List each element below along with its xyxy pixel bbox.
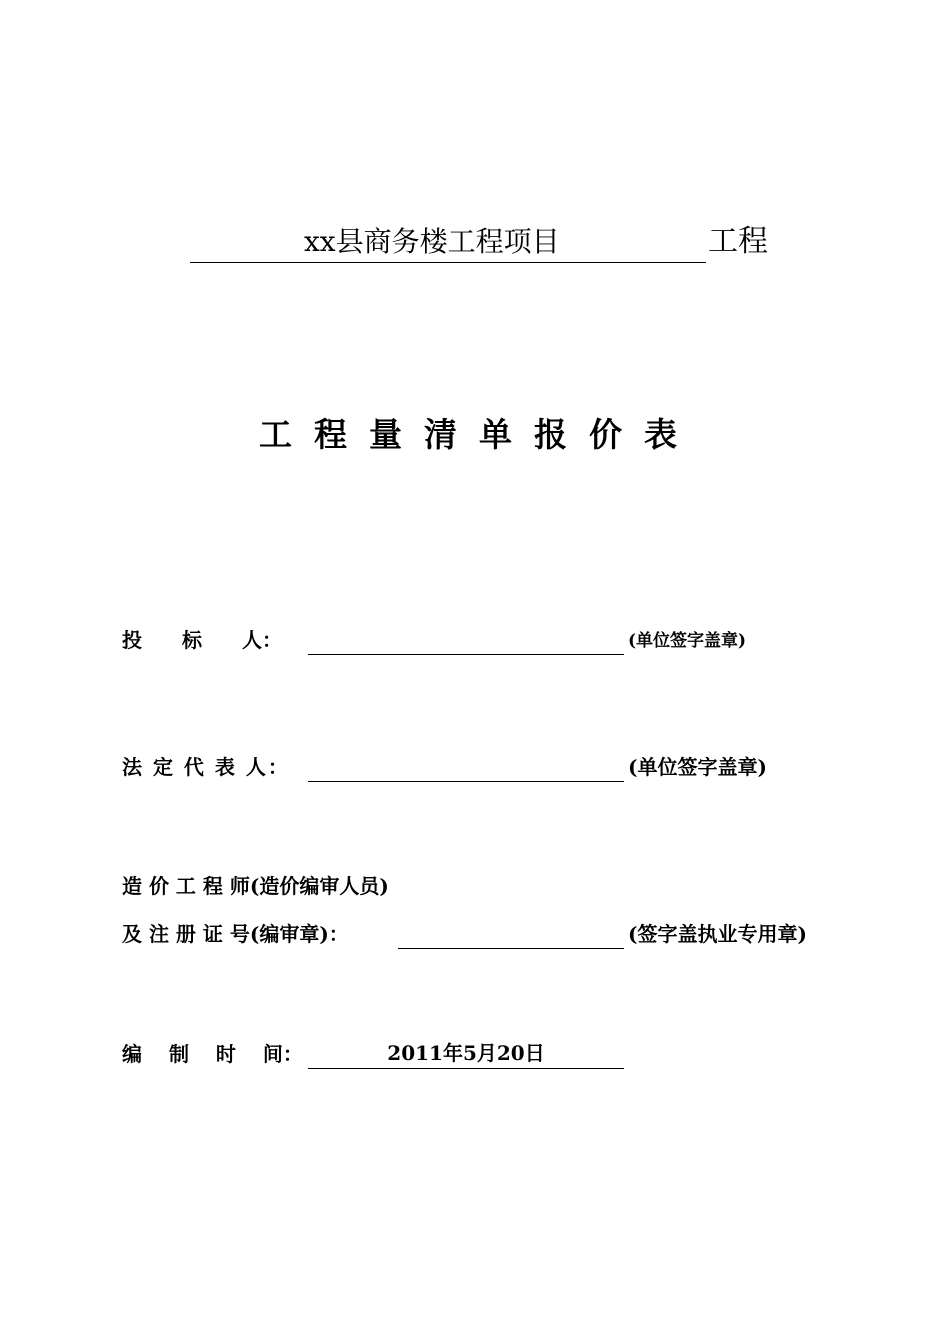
prepared-date-label: 编 制 时 间： [122, 1042, 303, 1066]
bidder-signature-line [308, 654, 624, 655]
bidder-note: (单位签字盖章) [628, 631, 747, 651]
project-name: xx县商务楼工程项目 [304, 225, 560, 258]
prepared-date-value: 2011年5月20日 [387, 1041, 545, 1065]
legal-rep-label: 法 定 代 表 人： [122, 755, 290, 779]
legal-rep-note: (单位签字盖章) [628, 755, 767, 779]
cost-engineer-label-line2: 及 注 册 证 号(编审章)： [122, 922, 349, 946]
document-title: 工程量清单报价表 [259, 415, 699, 454]
cost-engineer-note: (签字盖执业专用章) [628, 922, 807, 946]
cost-engineer-label-line1: 造 价 工 程 师(造价编审人员) [122, 874, 389, 898]
cost-engineer-signature-line [398, 948, 624, 949]
bidder-label: 投 标 人： [122, 628, 282, 652]
project-name-underline [190, 262, 706, 263]
prepared-date-underline [308, 1068, 624, 1069]
project-suffix: 工程 [708, 224, 768, 259]
legal-rep-signature-line [308, 781, 624, 782]
